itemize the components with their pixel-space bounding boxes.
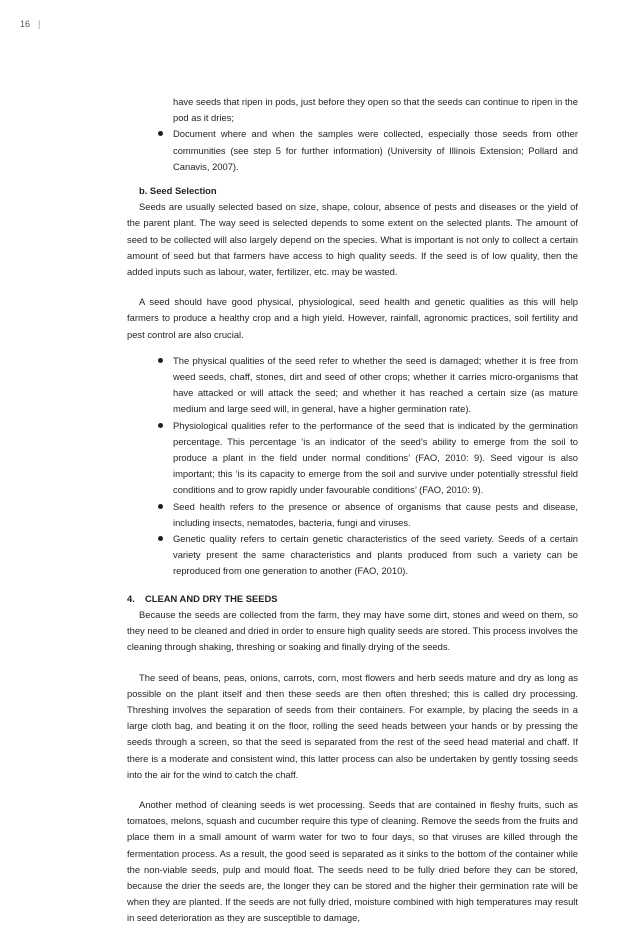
page-number-value: 16 — [20, 19, 31, 29]
list-item: Seed health refers to the presence or absence of organisms that cause pests and disease, including insects, nematodes, bacteria, fungi and viruses. — [156, 499, 578, 531]
page-content — [127, 94, 578, 927]
section-title: CLEAN AND DRY THE SEEDS — [145, 592, 278, 604]
page-number — [20, 19, 40, 29]
top-bullet-list — [127, 94, 578, 175]
list-item-continuation: have seeds that ripen in pods, just before they open so that the seeds can continue to ripen in the pod as it dries; — [173, 96, 578, 124]
seed-selection-paragraph-2: A seed should have good physical, physiological, seed health and genetic qualities as this will help farmers to produce a healthy crop and a high yield. However, rainfall, agronomic practices, soil fertility and pest control are also crucial. — [127, 296, 578, 340]
list-item: Genetic quality refers to certain genetic characteristics of the seed variety. Seeds of a certain variety present the same characteristics and plants produced from such a variety can be reproduced from one generation to another (FAO, 2010). — [156, 531, 578, 580]
list-item: Document where and when the samples were collected, especially those seeds from other communities (see step 5 for further information) (University of Illinois Extension; Pollard and Canavis, 2007). — [156, 126, 578, 175]
list-item: Physiological qualities refer to the performance of the seed that is indicated by the germination percentage. This percentage ‘is an indicator of the seed’s ability to emerge from the soil to produce a plant in the field under normal conditions’ (FAO, 2010: 9). Seed vigour is also important; this ‘is its capacity to emerge from the soil and survive under potentially stressful field conditions and to grow rapidly under favourable conditions’ (FAO, 2010: 9). — [156, 418, 578, 499]
section-number: 4. — [127, 592, 135, 604]
seed-selection-paragraph-1: Seeds are usually selected based on size, shape, colour, absence of pests and diseases or the yield of the parent plant. The way seed is selected depends to some extent on the selected plants. The amount of seed to be collected will also largely depend on the species. What is important is not only to collect a certain amount of seed but that farmers have access to high quality seeds. If the seed is of low quality, then the added inputs such as labour, water, fertilizer, etc. may be wasted. — [127, 201, 578, 278]
list-item: The physical qualities of the seed refer to whether the seed is damaged; whether it is free from weed seeds, chaff, stones, dirt and seed of other crops; whether it carries micro-organisms that have attacked or will attack the seed; and whether it has reached a certain size (as mature medium and large seed will, in general, have a higher germination rate). — [156, 353, 578, 418]
seed-quality-bullet-list — [127, 353, 578, 580]
clean-dry-paragraph-3: Another method of cleaning seeds is wet processing. Seeds that are contained in fleshy fruits, such as tomatoes, melons, squash and cucumber require this type of cleaning. Remove the seeds from the fruits and place them in a small amount of warm water for two to four days, so that viruses are killed through the fermentation process. As a result, the good seed is separated as it sinks to the bottom of the container while the non-viable seeds, pulp and mould float. The seeds need to be fully dried before they can be stored, because the drier the seeds are, the longer they can be stored and the higher their germination rate will be when they are planted. If the seeds are not fully dried, moisture combined with high temperatures may result in seed deterioration as they are susceptible to damage, — [127, 798, 578, 924]
clean-dry-paragraph-1: Because the seeds are collected from the farm, they may have some dirt, stones and weed on them, so they need to be cleaned and dried in order to ensure high quality seeds are stored. This process involves the cleaning through shaking, threshing or soaking and finally drying of the seeds. — [127, 608, 578, 653]
page-number-separator: | — [38, 19, 41, 29]
clean-dry-paragraph-2: The seed of beans, peas, onions, carrots, corn, most flowers and herb seeds mature and dry as long as possible on the plant itself and then these seeds are then often threshed; this is called dry processing. Threshing involves the separation of seeds from their containers. For example, by placing the seeds in a large cloth bag, and beating it on the floor, rolling the seed heads between your hands or by pressing the seeds through a screen, so that the seed is separated from the rest of the seed head material and chaff. If there is a moderate and consistent wind, this latter process can also be undertaken by gently tossing seeds into the air for the wind to catch the chaff. — [127, 671, 578, 780]
seed-selection-heading: b. Seed Selection — [139, 185, 217, 197]
clean-dry-heading — [127, 591, 578, 607]
